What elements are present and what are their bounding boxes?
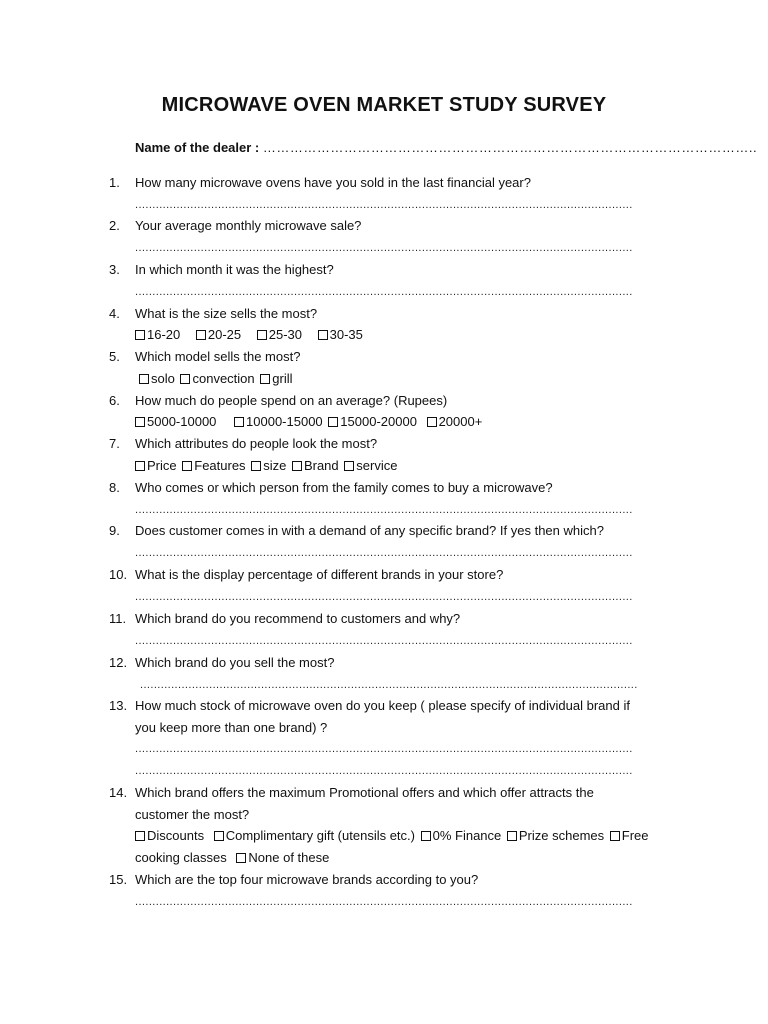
question-number: 6. [109,393,120,408]
option-checkbox[interactable]: Brand [292,458,339,473]
option-checkbox[interactable]: size [251,458,286,473]
question-text: Which brand offers the maximum Promotional offers and which offer attracts the [135,785,594,800]
checkbox-icon[interactable] [427,417,437,427]
answer-line-11[interactable]: ................................................................................................................................................ [135,635,633,647]
option-checkbox[interactable]: grill [260,371,292,386]
question-number: 9. [109,523,120,538]
checkbox-icon[interactable] [318,330,328,340]
option-checkbox[interactable]: service [344,458,397,473]
question-number: 3. [109,262,120,277]
answer-line-9[interactable]: ................................................................................................................................................ [135,547,633,559]
option-checkbox[interactable]: 20-25 [196,327,241,342]
question-number: 14. [109,785,128,800]
checkbox-icon[interactable] [257,330,267,340]
question-number: 10. [109,567,128,582]
question-number: 12. [109,655,128,670]
checkbox-icon[interactable] [507,831,517,841]
question-number: 5. [109,349,120,364]
question-number: 4. [109,306,120,321]
options-model [139,371,299,386]
option-checkbox[interactable]: None of these [236,850,329,865]
question-text: What is the size sells the most? [135,306,318,321]
answer-line-2[interactable]: ................................................................................................................................................ [135,242,633,254]
question-text: customer the most? [135,807,250,822]
question-number: 15. [109,872,128,887]
dealer-label: Name of the dealer : [135,140,260,155]
question-number: 13. [109,698,128,713]
option-checkbox[interactable]: Price [135,458,177,473]
checkbox-icon[interactable] [610,831,620,841]
checkbox-icon[interactable] [135,831,145,841]
question-number: 1. [109,175,120,190]
checkbox-icon[interactable] [182,461,192,471]
checkbox-icon[interactable] [344,461,354,471]
option-checkbox[interactable]: solo [139,371,175,386]
checkbox-icon[interactable] [260,374,270,384]
question-text: Which brand do you sell the most? [135,655,335,670]
page-title: MICROWAVE OVEN MARKET STUDY SURVEY [161,94,607,116]
option-checkbox[interactable]: Complimentary gift (utensils etc.) [214,828,415,843]
question-number: 11. [109,611,127,626]
option-checkbox[interactable]: Prize schemes [507,828,604,843]
question-text: What is the display percentage of different brands in your store? [135,567,504,582]
answer-line-1[interactable]: ................................................................................................................................................ [135,199,633,211]
answer-line-13b[interactable]: ................................................................................................................................................ [135,765,633,777]
option-checkbox[interactable]: 25-30 [257,327,302,342]
answer-line-3[interactable]: ................................................................................................................................................ [135,286,633,298]
answer-line-10[interactable]: ................................................................................................................................................ [135,591,633,603]
checkbox-icon[interactable] [328,417,338,427]
question-text: Your average monthly microwave sale? [135,218,362,233]
question-text: In which month it was the highest? [135,262,334,277]
answer-line-12[interactable]: ................................................................................................................................................ [140,679,638,691]
option-checkbox[interactable]: Features [182,458,245,473]
option-checkbox[interactable]: Discounts [135,828,204,843]
question-text: Which brand do you recommend to customers and why? [135,611,461,626]
question-text: How much stock of microwave oven do you keep ( please specify of individual brand if [135,698,630,713]
options-spend [135,414,488,429]
dealer-name-field[interactable] [135,140,757,155]
option-checkbox[interactable]: 5000-10000 [135,414,216,429]
options-promotions [135,828,649,843]
options-promotions-cont [135,850,335,865]
question-text: How much do people spend on an average? (Rupees) [135,393,448,408]
checkbox-icon[interactable] [139,374,149,384]
option-continuation: cooking classes [135,850,227,865]
question-text: Which attributes do people look the most? [135,436,378,451]
options-size [135,327,369,342]
checkbox-icon[interactable] [135,461,145,471]
option-checkbox[interactable]: 30-35 [318,327,363,342]
answer-line-8[interactable]: ................................................................................................................................................ [135,504,633,516]
question-number: 7. [109,436,120,451]
option-checkbox[interactable]: 16-20 [135,327,180,342]
question-text: Which are the top four microwave brands according to you? [135,872,479,887]
question-text: Which model sells the most? [135,349,301,364]
option-checkbox[interactable]: 10000-15000 [234,414,323,429]
dealer-blank[interactable]: ……………………………………………………………………………………………….. [262,140,758,155]
checkbox-icon[interactable] [421,831,431,841]
options-attributes [135,458,403,473]
question-text: you keep more than one brand) ? [135,720,328,735]
checkbox-icon[interactable] [251,461,261,471]
option-checkbox[interactable]: convection [180,371,254,386]
question-text: Does customer comes in with a demand of any specific brand? If yes then which? [135,523,604,538]
checkbox-icon[interactable] [234,417,244,427]
option-checkbox[interactable]: 20000+ [427,414,483,429]
option-checkbox[interactable]: 15000-20000 [328,414,417,429]
question-number: 2. [109,218,120,233]
question-text: How many microwave ovens have you sold in the last financial year? [135,175,531,190]
checkbox-icon[interactable] [135,417,145,427]
checkbox-icon[interactable] [135,330,145,340]
answer-line-13a[interactable]: ................................................................................................................................................ [135,743,633,755]
option-checkbox[interactable]: Free [610,828,649,843]
question-number: 8. [109,480,120,495]
checkbox-icon[interactable] [196,330,206,340]
option-checkbox[interactable]: 0% Finance [421,828,502,843]
checkbox-icon[interactable] [292,461,302,471]
checkbox-icon[interactable] [214,831,224,841]
answer-line-15[interactable]: ................................................................................................................................................ [135,896,633,908]
checkbox-icon[interactable] [180,374,190,384]
checkbox-icon[interactable] [236,853,246,863]
question-text: Who comes or which person from the family comes to buy a microwave? [135,480,553,495]
